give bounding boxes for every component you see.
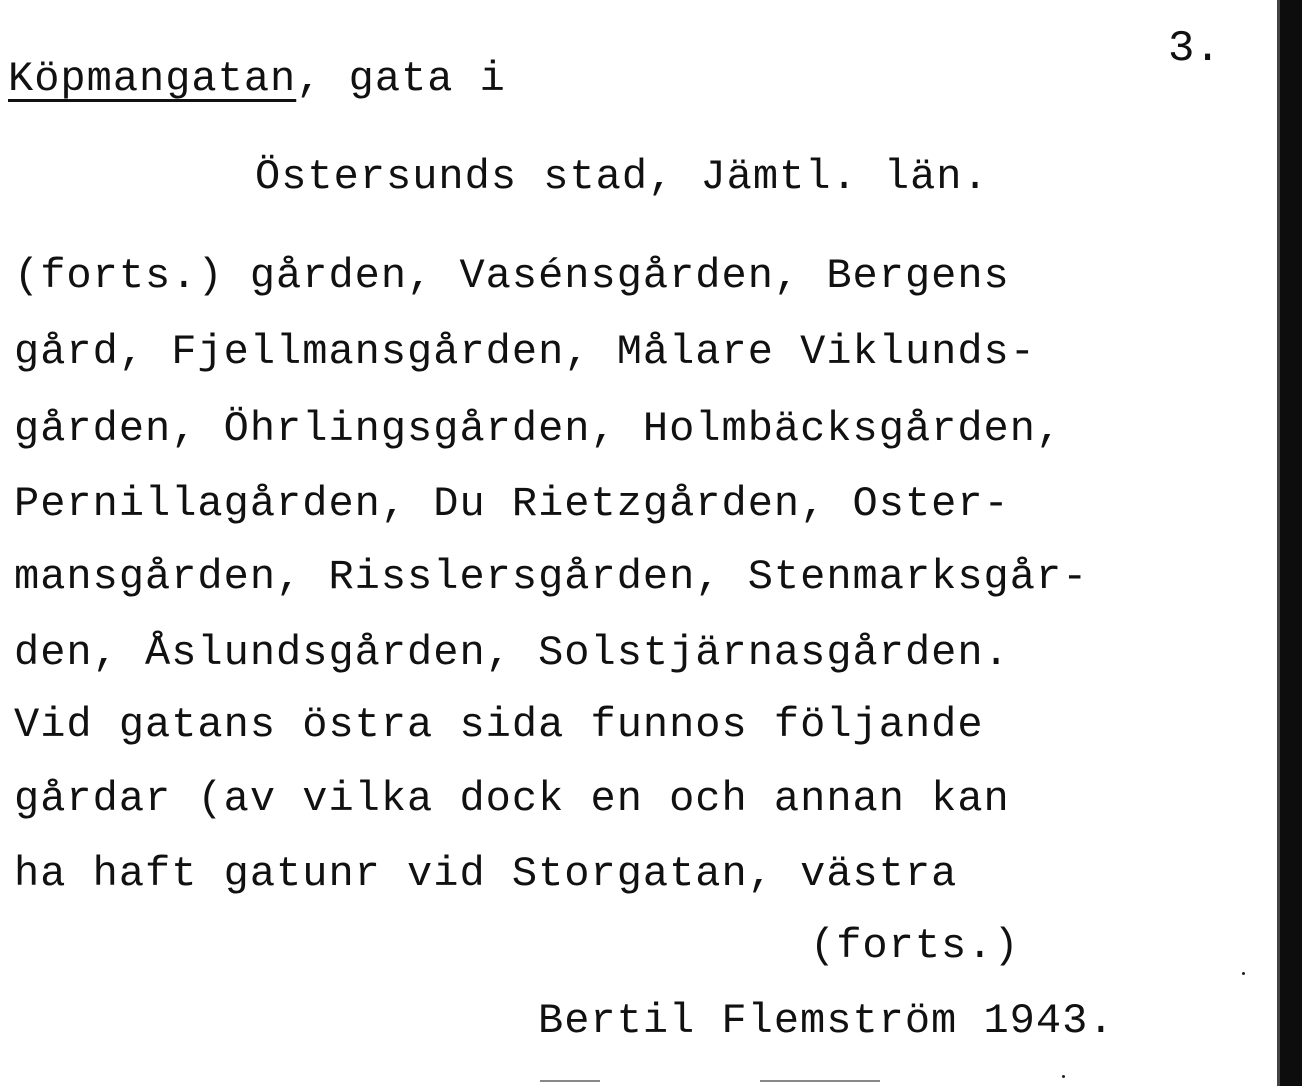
paper-speck <box>760 1080 880 1082</box>
body-line-5: mansgården, Risslersgården, Stenmarksgår- <box>14 553 1089 601</box>
card-edge-shadow <box>1280 0 1302 1086</box>
body-line-8: gårdar (av vilka dock en och annan kan <box>14 775 1010 823</box>
paper-speck <box>1062 1075 1065 1078</box>
body-line-1: (forts.) gården, Vasénsgården, Bergens <box>14 252 1010 300</box>
paper-speck <box>1242 972 1245 975</box>
body-line-3: gården, Öhrlingsgården, Holmbäcksgården, <box>14 405 1063 453</box>
signature: Bertil Flemström 1943. <box>538 997 1115 1045</box>
location-line: Östersunds stad, Jämtl. län. <box>255 153 989 201</box>
body-line-7: Vid gatans östra sida funnos följande <box>14 701 984 749</box>
heading-rest: , gata i <box>296 55 506 103</box>
continued-note: (forts.) <box>810 922 1020 970</box>
card-edge-line <box>1277 0 1280 1086</box>
body-line-9: ha haft gatunr vid Storgatan, västra <box>14 850 958 898</box>
heading-line <box>8 55 506 103</box>
body-line-4: Pernillagården, Du Rietzgården, Oster- <box>14 480 1010 528</box>
street-name: Köpmangatan <box>8 55 297 103</box>
body-line-6: den, Åslundsgården, Solstjärnasgården. <box>14 629 1010 677</box>
body-line-2: gård, Fjellmansgården, Målare Viklunds- <box>14 328 1036 376</box>
page-number: 3. <box>1168 24 1221 74</box>
paper-speck <box>540 1080 600 1082</box>
